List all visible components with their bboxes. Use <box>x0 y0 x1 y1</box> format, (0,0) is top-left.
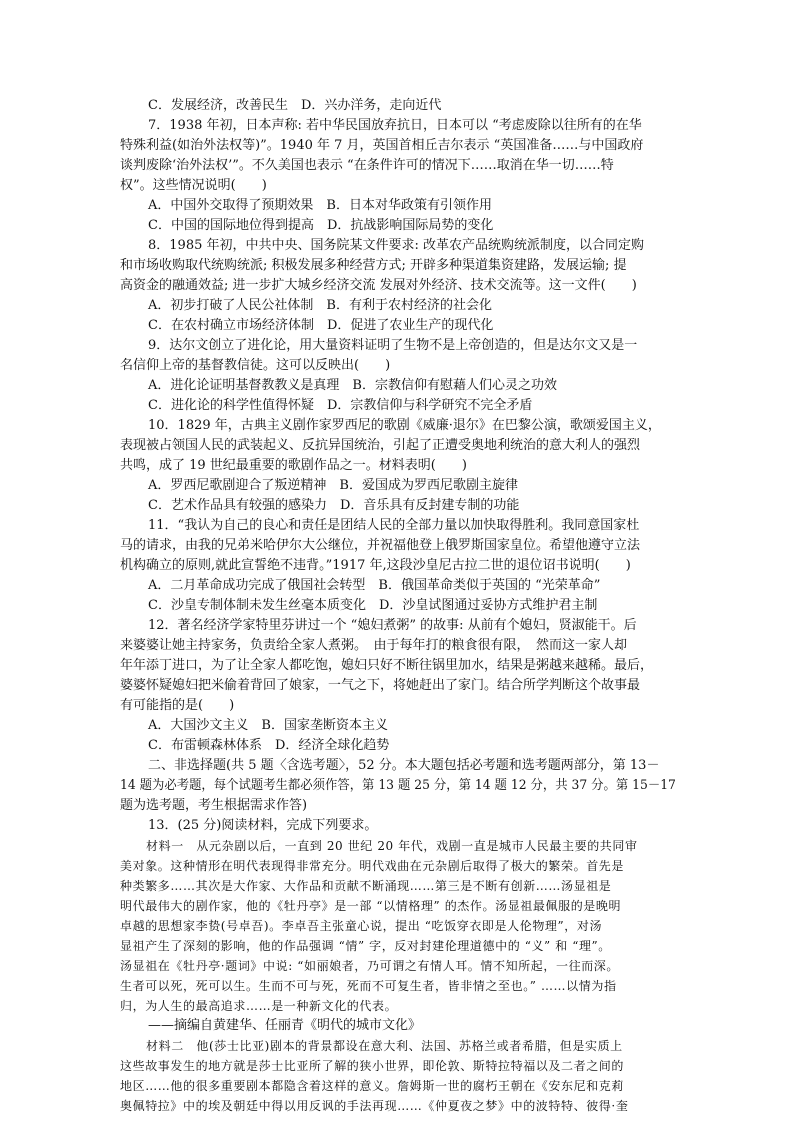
material-two-text: 地区……他的很多重要剧本都隐含着这样的意义。詹姆斯一世的腐朽王朝在《安东尼和克莉 <box>120 1079 625 1093</box>
material-one-text: 材料一 从元杂剧以后，一直到 20 世纪 20 年代，戏剧一直是城市人民最主要的共同审 <box>146 839 638 853</box>
q7-stem: 权”。这些情况说明( ) <box>120 178 267 193</box>
material-citation: ——摘编自黄建华、任丽青《明代的城市文化》 <box>148 1018 422 1033</box>
q8-stem: 和市场收购取代统购统派; 积极发展多种经营方式; 开辟多种渠道集资建路，发展运输; 提 <box>120 258 627 273</box>
section-heading: 二、非选择题(共 5 题〈含选考题〉，52 分。本大题包括必考题和选考题两部分，第 13－ <box>148 758 660 773</box>
q12-stem: 年年添丁进口，为了让全家人都吃饱，媳妇只好不断往锅里加水，结果是粥越来越稀。最后， <box>120 658 654 673</box>
q11-options-cd: C．沙皇专制体制未发生丝毫本质变化 D．沙皇试图通过妥协方式维护君主制 <box>148 598 598 613</box>
material-one-text: 生者可以死，死可以生。生而不可与死，死而不可复生者，皆非情之至也。” ……以情为指 <box>120 979 617 993</box>
q12-stem: 来婆婆让她主持家务，负责给全家人煮粥。 由于每年打的粮食很有限， 然而这一家人却 <box>120 638 628 653</box>
q7-options-ab: A．中国外交取得了预期效果 B．日本对华政策有引领作用 <box>148 198 492 213</box>
q7-options-cd: C．中国的国际地位得到提高 D．抗战影响国际局势的变化 <box>148 218 494 233</box>
q12-stem: 有可能指的是( ) <box>120 698 235 713</box>
material-two-text: 奥佩特拉》中的埃及朝廷中得以用反讽的手法再现……《仲夏夜之梦》中的波特特、彼得·奎 <box>120 1099 629 1113</box>
q11-stem: 机构确立的原则,就此宣誓绝不违背。”1917 年,这段沙皇尼古拉二世的退位诏书说明( ) <box>120 558 631 573</box>
material-two-text: 材料二 他(莎士比亚)剧本的背景都设在意大利、法国、苏格兰或者希腊，但是实质上 <box>146 1039 623 1053</box>
material-one-text: 显祖产生了深刻的影响，他的作品强调 “情” 字，反对封建伦理道德中的 “义” 和 “理”。 <box>120 939 611 953</box>
section-instructions: 题为选考题，考生根据需求作答) <box>120 798 308 813</box>
material-one-text: 汤显祖在《牡丹亭·题词》中说: “如丽娘者，乃可谓之有情人耳。情不知所起，一往而深。 <box>120 959 620 973</box>
q9-options-cd: C．进化论的科学性值得怀疑 D．宗教信仰与科学研究不完全矛盾 <box>148 398 533 413</box>
q13-stem: 13．(25 分)阅读材料，完成下列要求。 <box>148 818 378 833</box>
q11-options-ab: A．二月革命成功完成了俄国社会转型 B．俄国革命类似于英国的 “光荣革命” <box>148 578 601 593</box>
q10-stem: 10．1829 年，古典主义剧作家罗西尼的歌剧《威廉·退尔》在巴黎公演，歌颂爱国主义， <box>148 418 661 433</box>
q10-stem: 表现被占领国人民的武装起义、反抗异国统治，引起了正遭受奥地利统治的意大利人的强烈 <box>120 438 641 453</box>
q12-options-cd: C．布雷顿森林体系 D．经济全球化趋势 <box>148 738 390 753</box>
q8-stem: 高资金的融通效益; 进一步扩大城乡经济交流 发展对外经济、技术交流等。这一文件( ) <box>120 278 637 293</box>
material-one-text: 归，为人生的最高追求……是一种新文化的代表。 <box>120 999 398 1013</box>
material-one-text: 美对象。这种情形在明代表现得非常充分。明代戏曲在元杂剧后取得了极大的繁荣。首先是 <box>120 859 625 873</box>
q12-stem: 12．著名经济学家特里芬讲过一个 “媳妇煮粥” 的故事: 从前有个媳妇，贤淑能干。后 <box>148 618 637 633</box>
q6-options-cd: C．发展经济，改善民生 D．兴办洋务，走向近代 <box>148 98 442 113</box>
material-two-text: 这些故事发生的地方就是莎士比亚所了解的狭小世界，即伦敦、斯特拉特福以及二者之间的 <box>120 1059 625 1073</box>
q12-options-ab: A．大国沙文主义 B．国家垄断资本主义 <box>148 718 388 733</box>
q10-stem: 共鸣，成了 19 世纪最重要的歌剧作品之一。材料表明( ) <box>120 458 467 473</box>
q12-stem: 婆婆怀疑媳妇把米偷着背回了娘家，一气之下，将她赶出了家门。结合所学判断这个故事最 <box>120 678 641 693</box>
q11-stem: 马的请求，由我的兄弟米哈伊尔大公继位，并祝福他登上俄罗斯国家皇位。希望他遵守立法 <box>120 538 641 553</box>
material-one-text: 种类繁多……其次是大作家、大作品和贡献不断涌现……第三是不断有创新……汤显祖是 <box>120 879 612 893</box>
q9-stem: 名信仰上帝的基督教信徒。这可以反映出( ) <box>120 358 391 373</box>
q9-stem: 9．达尔文创立了进化论，用大量资料证明了生物不是上帝创造的，但是达尔文又是一 <box>148 338 638 353</box>
material-one-text: 明代最伟大的剧作家，他的《牡丹亭》是一部 “以情格理” 的杰作。汤显祖最佩服的是晚明 <box>120 899 622 913</box>
section-instructions: 14 题为必考题，每个试题考生都必须作答，第 13 题 25 分，第 14 题 12 分，共 37 分。第 15－17 <box>120 778 676 793</box>
q8-stem: 8．1985 年初，中共中央、国务院某文件要求: 改革农产品统购统派制度，以合同定购 <box>148 238 644 253</box>
material-one-text: 卓越的思想家李贽(号卓吾)。李卓吾主张童心说，提出 “吃饭穿衣即是人伦物理”，对汤 <box>120 919 603 933</box>
q7-stem: 7．1938 年初，日本声称: 若中华民国放弃抗日，日本可以 “考虑废除以往所有的在华 <box>148 118 642 133</box>
q7-stem: 特殊利益(如治外法权等)”。1940 年 7 月，英国首相丘吉尔表示 “英国准备……与中国政府 <box>120 138 644 153</box>
q11-stem: 11．“我认为自己的良心和责任是团结人民的全部力量以加快取得胜利。我同意国家杜 <box>148 518 640 533</box>
q10-options-cd: C．艺术作品具有较强的感染力 D．音乐具有反封建专制的功能 <box>148 498 520 513</box>
q8-options-cd: C．在农村确立市场经济体制 D．促进了农业生产的现代化 <box>148 318 494 333</box>
q8-options-ab: A．初步打破了人民公社体制 B．有利于农村经济的社会化 <box>148 298 492 313</box>
q9-options-ab: A．进化论证明基督教教义是真理 B．宗教信仰有慰藉人们心灵之功效 <box>148 378 557 393</box>
q10-options-ab: A．罗西尼歌剧迎合了叛逆精神 B．爱国成为罗西尼歌剧主旋律 <box>148 478 518 493</box>
q7-stem: 谈判废除‘治外法权’”。不久美国也表示 “在条件许可的情况下……取消在华一切……特 <box>120 158 614 173</box>
